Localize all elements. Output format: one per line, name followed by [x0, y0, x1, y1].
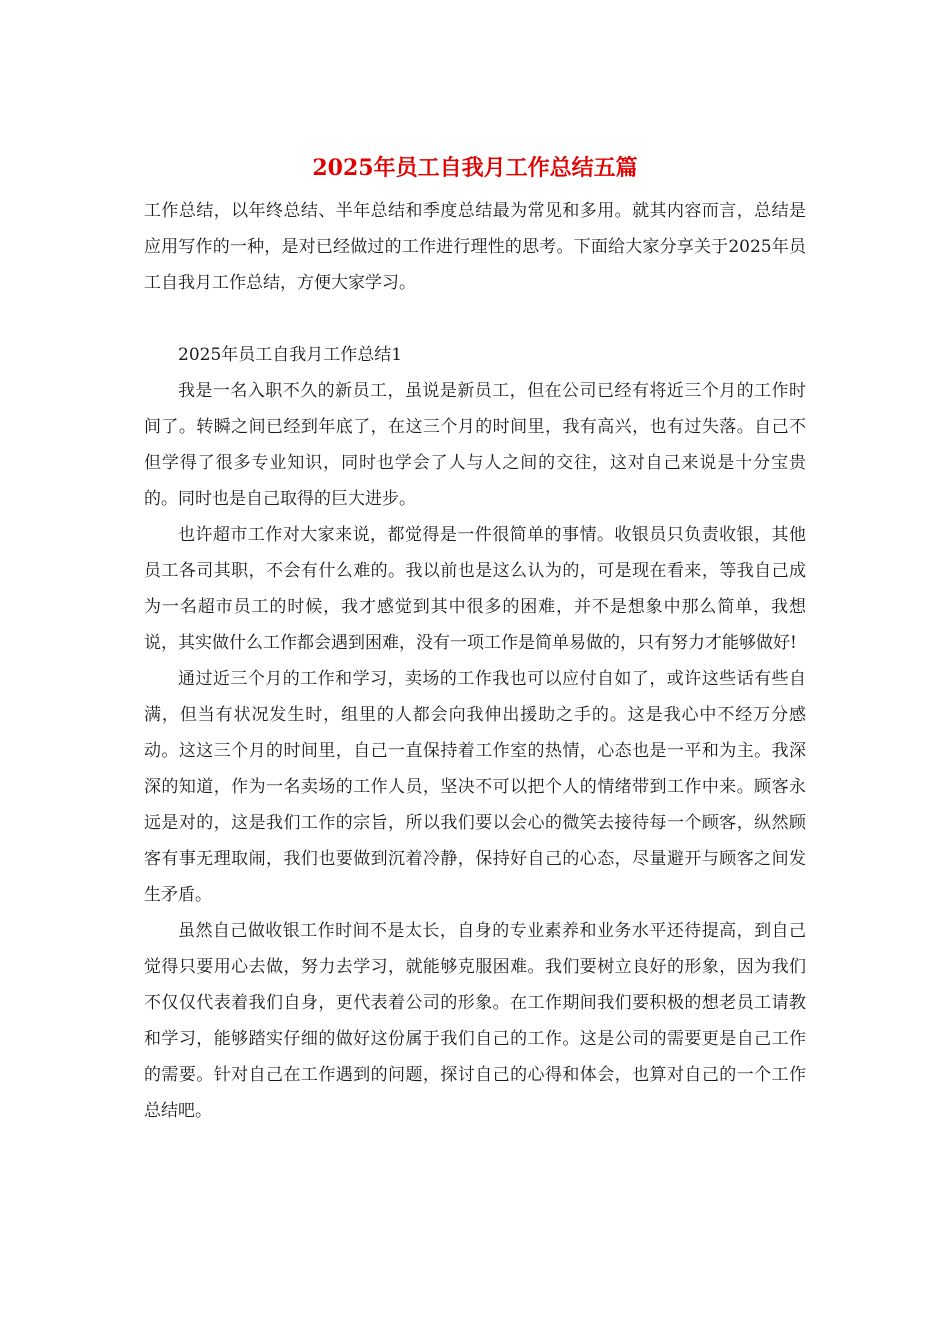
- document-title: 2025年员工自我月工作总结五篇: [312, 155, 638, 181]
- paragraph-spacer: [144, 301, 806, 337]
- document-body: [144, 193, 806, 1129]
- body-paragraph: 通过近三个月的工作和学习，卖场的工作我也可以应付自如了，或许这些话有些自满，但当有状况发生时，组里的人都会向我伸出援助之手的。这是我心中不经万分感动。这这三个月的时间里，自己一直保持着工作室的热情，心态也是一平和为主。我深深的知道，作为一名卖场的工作人员，坚决不可以把个人的情绪带到工作中来。顾客永远是对的，这是我们工作的宗旨，所以我们要以会心的微笑去接待每一个顾客，纵然顾客有事无理取闹，我们也要做到沉着冷静，保持好自己的心态，尽量避开与顾客之间发生矛盾。: [144, 669, 806, 905]
- section-heading: 2025年员工自我月工作总结1: [178, 345, 403, 365]
- body-paragraph: 虽然自己做收银工作时间不是太长，自身的专业素养和业务水平还待提高，到自己觉得只要用心去做，努力去学习，就能够克服困难。我们要树立良好的形象，因为我们不仅仅代表着我们自身，更代表着公司的形象。在工作期间我们要积极的想老员工请教和学习，能够踏实仔细的做好这份属于我们自己的工作。这是公司的需要更是自己工作的需要。针对自己在工作遇到的问题，探讨自己的心得和体会，也算对自己的一个工作总结吧。: [144, 921, 806, 1121]
- intro-paragraph: 工作总结，以年终总结、半年总结和季度总结最为常见和多用。就其内容而言，总结是应用写作的一种，是对已经做过的工作进行理性的思考。下面给大家分享关于2025年员工自我月工作总结，方便大家学习。: [144, 201, 806, 293]
- body-paragraph: 我是一名入职不久的新员工，虽说是新员工，但在公司已经有将近三个月的工作时间了。转瞬之间已经到年底了，在这三个月的时间里，我有高兴，也有过失落。自己不但学得了很多专业知识，同时也学会了人与人之间的交往，这对自己来说是十分宝贵的。同时也是自己取得的巨大进步。: [144, 381, 806, 509]
- body-paragraph: 也许超市工作对大家来说，都觉得是一件很简单的事情。收银员只负责收银，其他员工各司其职，不会有什么难的。我以前也是这么认为的，可是现在看来，等我自己成为一名超市员工的时候，我才感觉到其中很多的困难，并不是想象中那么简单，我想说，其实做什么工作都会遇到困难，没有一项工作是简单易做的，只有努力才能够做好!: [144, 525, 806, 653]
